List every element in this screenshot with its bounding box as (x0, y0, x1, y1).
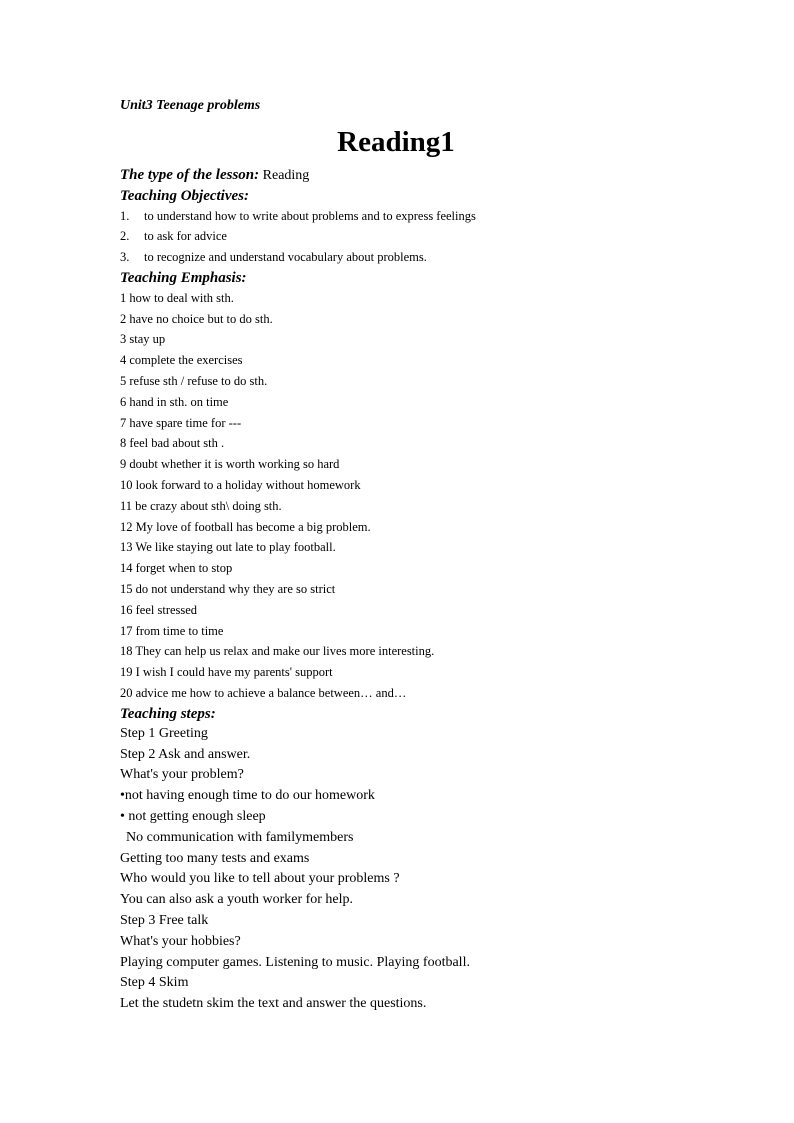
list-item (120, 206, 720, 227)
steps-heading: Teaching steps: (120, 705, 216, 722)
step-line: Getting too many tests and exams (120, 850, 310, 866)
list-item: 9 doubt whether it is worth working so hard (120, 457, 340, 472)
list-text: to understand how to write about problems and to express feelings (144, 208, 476, 223)
document-page (120, 96, 720, 1015)
lesson-type-label: The type of the lesson: (120, 167, 260, 183)
list-item: 8 feel bad about sth . (120, 436, 225, 451)
steps-list (120, 724, 720, 1015)
step-line: •not having enough time to do our homework (120, 788, 375, 804)
list-item: 14 forget when to stop (120, 561, 233, 576)
list-item (120, 226, 720, 247)
list-item: 1 how to deal with sth. (120, 290, 234, 305)
list-item: 3 stay up (120, 332, 166, 347)
objectives-list (120, 206, 720, 268)
list-item (120, 247, 720, 268)
step-line: Step 4 Skim (120, 975, 189, 991)
emphasis-heading: Teaching Emphasis: (120, 269, 247, 286)
step-line: Who would you like to tell about your problems ? (120, 871, 400, 887)
objectives-heading: Teaching Objectives: (120, 187, 250, 204)
list-text: to ask for advice (144, 229, 227, 244)
step-line: What's your problem? (120, 767, 244, 783)
step-line: Step 3 Free talk (120, 913, 209, 928)
step-line: What's your hobbies? (120, 933, 241, 949)
list-text: to recognize and understand vocabulary about problems. (144, 250, 427, 265)
step-line: No communication with familymembers (126, 829, 354, 845)
step-line: Step 1 Greeting (120, 725, 208, 741)
page-title: Reading1 (337, 126, 455, 158)
list-number: 3. (120, 250, 130, 265)
list-item: 19 I wish I could have my parents' support (120, 665, 333, 680)
emphasis-list (120, 288, 720, 704)
list-item: 18 They can help us relax and make our lives more interesting. (120, 644, 435, 659)
list-item: 6 hand in sth. on time (120, 394, 229, 409)
step-line: Step 2 Ask and answer. (120, 746, 251, 762)
list-item: 15 do not understand why they are so strict (120, 582, 336, 597)
list-item: 13 We like staying out late to play football. (120, 540, 336, 555)
list-item: 5 refuse sth / refuse to do sth. (120, 374, 268, 389)
list-item: 11 be crazy about sth\ doing sth. (120, 498, 282, 513)
list-item: 2 have no choice but to do sth. (120, 311, 273, 326)
step-line: You can also ask a youth worker for help. (120, 892, 354, 908)
list-item: 10 look forward to a holiday without homework (120, 478, 361, 493)
step-line: • not getting enough sleep (120, 809, 266, 825)
list-number: 1. (120, 208, 130, 223)
lesson-type-value: Reading (262, 168, 310, 183)
list-item: 7 have spare time for --- (120, 415, 242, 430)
list-item: 12 My love of football has become a big problem. (120, 519, 371, 534)
step-line: Playing computer games. Listening to music. Playing football. (120, 954, 470, 970)
list-item: 4 complete the exercises (120, 353, 243, 368)
step-line: Let the studetn skim the text and answer the questions. (120, 996, 427, 1012)
list-item: 20 advice me how to achieve a balance between… and… (120, 686, 407, 701)
list-item: 16 feel stressed (120, 602, 198, 617)
unit-title: Unit3 Teenage problems (120, 98, 261, 113)
list-item: 17 from time to time (120, 623, 224, 638)
lesson-type-line (120, 165, 720, 186)
list-number: 2. (120, 229, 130, 244)
